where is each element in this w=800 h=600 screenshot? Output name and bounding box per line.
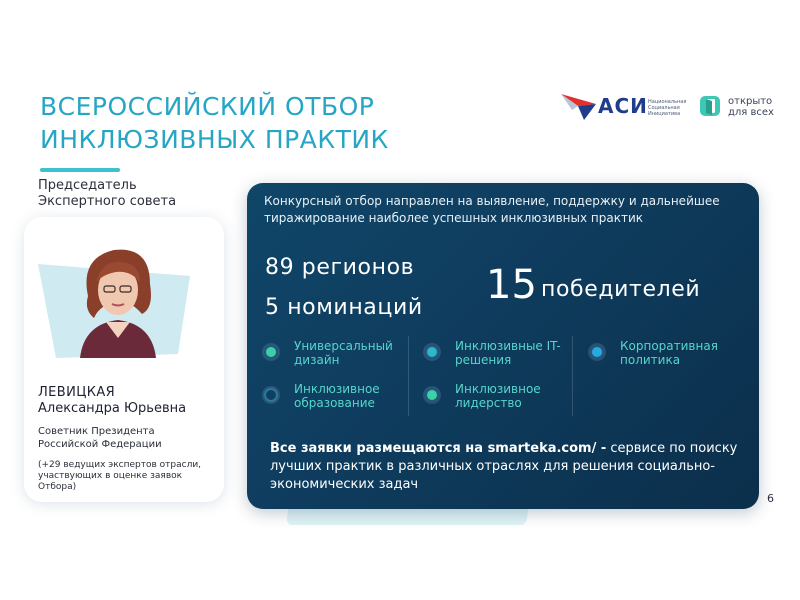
bullet-icon bbox=[264, 345, 278, 359]
winners-number: 15 bbox=[486, 262, 537, 308]
asi-logo-subtitle: Национальная Социальная Инициатива bbox=[648, 99, 687, 117]
nomination-label: Инклюзивное лидерство bbox=[455, 382, 541, 410]
bullet-icon bbox=[590, 345, 604, 359]
chair-label: Председатель Экспертного совета bbox=[38, 178, 177, 209]
page-title bbox=[40, 90, 460, 156]
column-divider bbox=[408, 336, 409, 416]
open-for-all-logo-text bbox=[728, 96, 774, 118]
bullet-icon bbox=[425, 345, 439, 359]
logos bbox=[560, 88, 790, 130]
page-number: 6 bbox=[767, 492, 774, 505]
bullet-icon bbox=[264, 388, 278, 402]
asi-logo-text: АСИ bbox=[598, 94, 648, 118]
chair-name: Александра Юрьевна bbox=[38, 401, 187, 416]
nomination-label: Корпоративная политика bbox=[620, 339, 718, 367]
chair-note: (+29 ведущих экспертов отрасли, участвующих в оценке заявок Отбора) bbox=[38, 460, 202, 492]
chair-portrait bbox=[70, 238, 166, 358]
nomination-label: Универсальный дизайн bbox=[294, 339, 393, 367]
column-divider bbox=[572, 336, 573, 416]
asi-logo-icon bbox=[560, 90, 598, 122]
open-logo-line-1: открыто bbox=[728, 96, 773, 107]
footer-rest: сервисе по поиску лучших практик в различных отраслях для решения социально-экономических задач bbox=[270, 441, 738, 492]
bullet-icon bbox=[425, 388, 439, 402]
regions-count: 89 регионов bbox=[265, 255, 415, 280]
chair-role: Советник Президента Российской Федерации bbox=[38, 426, 162, 450]
title-underline bbox=[40, 168, 120, 172]
nomination-label: Инклюзивное образование bbox=[294, 382, 380, 410]
title-line-2: ИНКЛЮЗИВНЫХ ПРАКТИК bbox=[40, 125, 389, 154]
winners-label: победителей bbox=[541, 277, 701, 302]
nomination-label: Инклюзивные IT-решения bbox=[455, 339, 561, 367]
nominations-count: 5 номинаций bbox=[265, 295, 423, 320]
footer-bold: Все заявки размещаются на smarteka.com/ - bbox=[270, 441, 607, 456]
open-for-all-logo-icon bbox=[698, 94, 722, 118]
open-logo-line-2: для всех bbox=[728, 107, 774, 118]
panel-footer bbox=[270, 440, 750, 494]
panel-intro: Конкурсный отбор направлен на выявление, поддержку и дальнейшее тиражирование наиболее успешных инклюзивных практик bbox=[264, 194, 720, 225]
title-line-1: ВСЕРОССИЙСКИЙ ОТБОР bbox=[40, 92, 375, 121]
chair-surname: ЛЕВИЦКАЯ bbox=[38, 385, 116, 400]
